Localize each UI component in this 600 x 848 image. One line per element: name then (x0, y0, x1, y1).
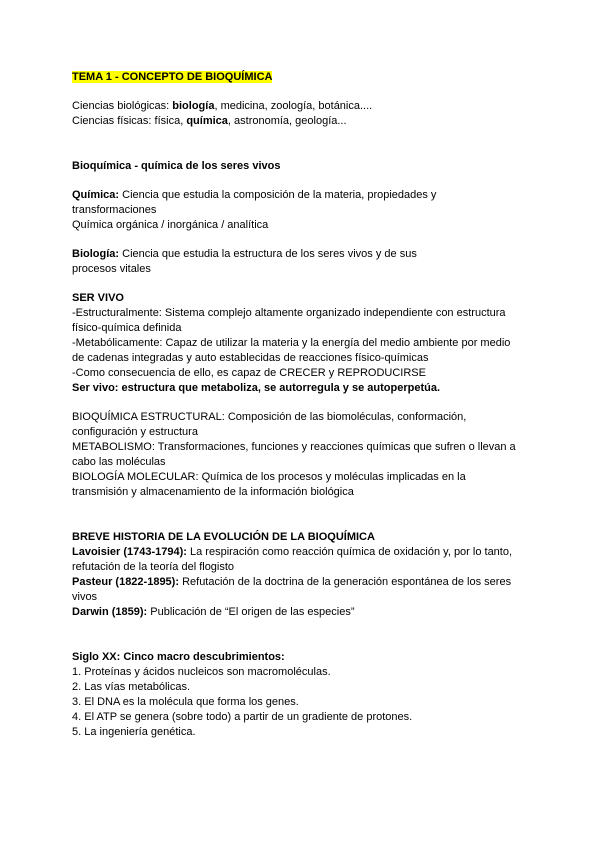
branch-line: configuración y estructura (72, 426, 198, 438)
discovery-item: 2. Las vías metabólicas. (72, 681, 191, 693)
history-heading: BREVE HISTORIA DE LA EVOLUCIÓN DE LA BIOQUÍMICA (72, 531, 375, 543)
scientist-name: Darwin (1859): (72, 606, 148, 618)
definition-text: Ciencia que estudia la estructura de los seres vivos y de sus (119, 248, 417, 260)
ser-vivo-line: de cadenas integradas y auto establecidas de reacciones físico-químicas (72, 352, 429, 364)
history-pasteur-cont: vivos (72, 591, 98, 603)
history-text: Refutación de la doctrina de la generación espontánea de los seres (179, 576, 512, 588)
branch-line: METABOLISMO: Transformaciones, funciones y reacciones químicas que sufren o llevan a (72, 441, 516, 453)
history-text: La respiración como reacción química de oxidación y, por lo tanto, (186, 546, 513, 558)
title-line (72, 70, 542, 85)
quimica-definition (72, 188, 542, 203)
intro-bold-term: biología (172, 100, 215, 112)
document-page (72, 70, 542, 740)
history-darwin (72, 605, 542, 620)
ser-vivo-line: -Estructuralmente: Sistema complejo altamente organizado independiente con estructura (72, 307, 506, 319)
discovery-item: 4. El ATP se genera (sobre todo) a partir de un gradiente de protones. (72, 711, 413, 723)
history-pasteur (72, 575, 542, 590)
quimica-definition-cont: transformaciones (72, 204, 157, 216)
discovery-item: 3. El DNA es la molécula que forma los genes. (72, 696, 299, 708)
intro-biological (72, 99, 542, 114)
ser-vivo-heading: SER VIVO (72, 292, 124, 304)
intro-text: , astronomía, geología... (227, 115, 347, 127)
intro-bold-term: química (186, 115, 228, 127)
ser-vivo-line: físico-química definida (72, 322, 182, 334)
scientist-name: Lavoisier (1743-1794): (72, 546, 187, 558)
intro-text: , medicina, zoología, botánica.... (214, 100, 373, 112)
definition-heading: Bioquímica - química de los seres vivos (72, 160, 281, 172)
branch-line: transmisión y almacenamiento de la información biológica (72, 486, 354, 498)
scientist-name: Pasteur (1822-1895): (72, 576, 180, 588)
ser-vivo-line: -Metabólicamente: Capaz de utilizar la materia y la energía del medio ambiente por medio (72, 337, 511, 349)
term-label: Biología: (72, 248, 120, 260)
intro-text: Ciencias físicas: física, (72, 115, 187, 127)
term-label: Química: (72, 189, 120, 201)
branch-line: cabo las moléculas (72, 456, 166, 468)
history-text: Publicación de “El origen de las especies” (147, 606, 355, 618)
discovery-item: 1. Proteínas y ácidos nucleicos son macromoléculas. (72, 666, 331, 678)
page-title: TEMA 1 - CONCEPTO DE BIOQUÍMICA (72, 71, 273, 83)
intro-text: Ciencias biológicas: (72, 100, 173, 112)
quimica-types: Química orgánica / inorgánica / analítica (72, 219, 269, 231)
biologia-definition-cont: procesos vitales (72, 263, 151, 275)
siglo-xx-heading: Siglo XX: Cinco macro descubrimientos: (72, 651, 285, 663)
ser-vivo-summary: Ser vivo: estructura que metaboliza, se autorregula y se autoperpetúa. (72, 382, 441, 394)
discovery-item: 5. La ingeniería genética. (72, 726, 196, 738)
history-lavoisier (72, 545, 542, 560)
branch-line: BIOQUÍMICA ESTRUCTURAL: Composición de las biomoléculas, conformación, (72, 411, 467, 423)
definition-text: Ciencia que estudia la composición de la materia, propiedades y (119, 189, 437, 201)
history-lavoisier-cont: refutación de la teoría del flogisto (72, 561, 235, 573)
intro-physical (72, 114, 542, 129)
branch-line: BIOLOGÍA MOLECULAR: Química de los procesos y moléculas implicadas en la (72, 471, 466, 483)
biologia-definition (72, 247, 542, 262)
ser-vivo-line: -Como consecuencia de ello, es capaz de CRECER y REPRODUCIRSE (72, 367, 426, 379)
